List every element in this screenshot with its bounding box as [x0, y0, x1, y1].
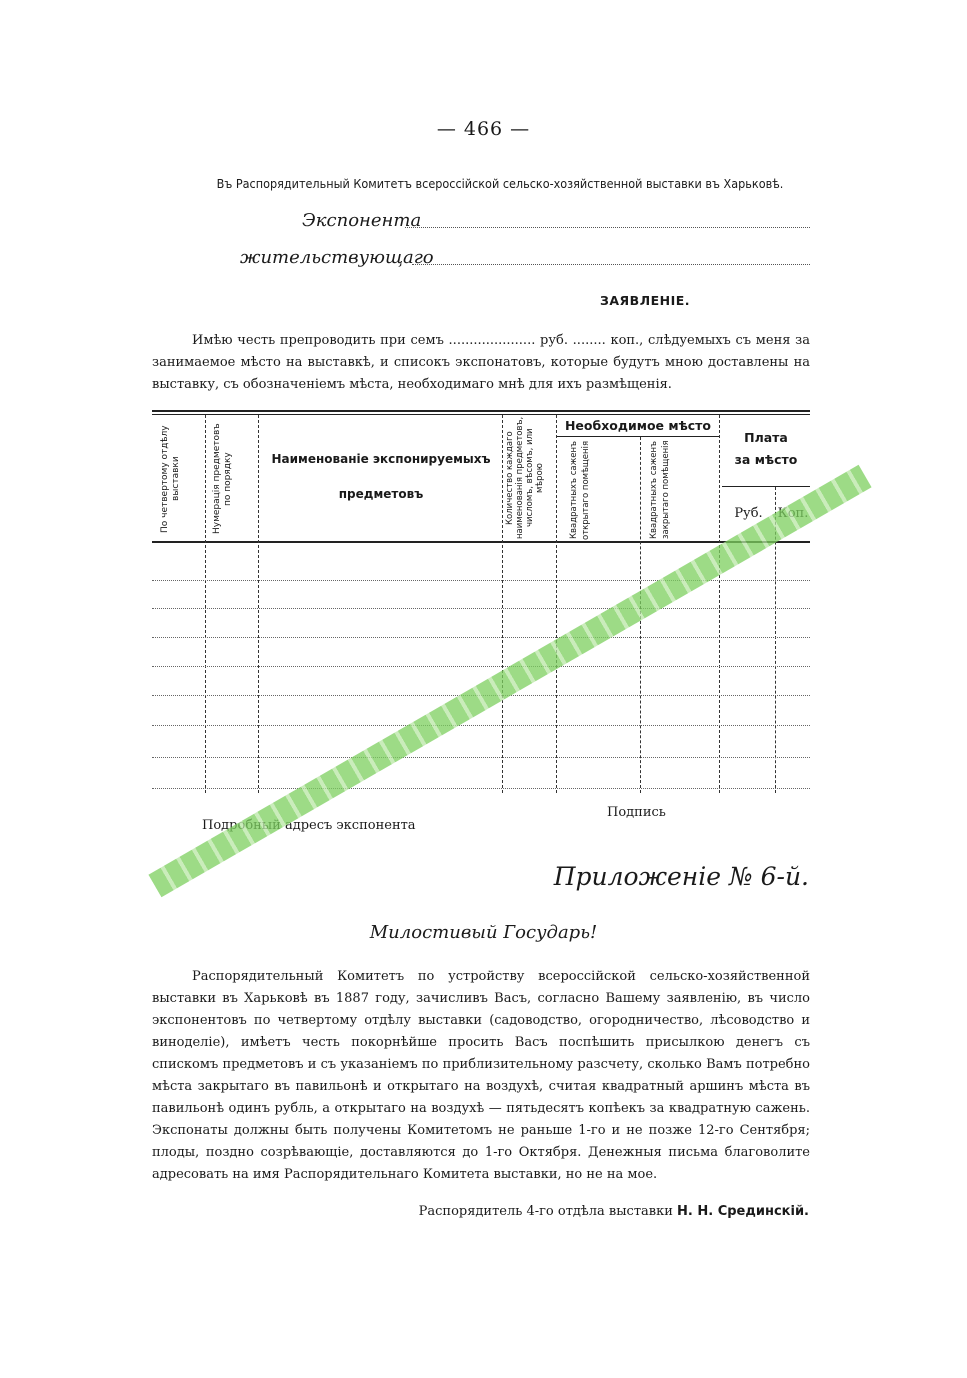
col-sep	[719, 415, 720, 793]
statement-title: ЗАЯВЛЕНІЕ.	[600, 293, 691, 308]
addressee-line: Въ Распорядительный Комитетъ всероссійской сельско-хозяйственной выставки въ Харьковѣ.	[216, 176, 784, 191]
header-name-line1: Наименованіе экспонируемыхъ	[271, 452, 491, 466]
fee-group-rule	[722, 486, 810, 487]
col-sep	[502, 415, 503, 793]
salutation: Милостивый Государь!	[369, 922, 598, 943]
header-fee-line1: Плата	[744, 430, 788, 445]
signoff-name: Н. Н. Срединскій.	[677, 1204, 809, 1219]
header-space-group: Необходимое мѣсто	[564, 418, 712, 433]
residence-field[interactable]	[412, 264, 810, 265]
signature-label: Подпись	[607, 805, 666, 820]
table-row[interactable]	[152, 788, 810, 789]
col-sep	[258, 415, 259, 793]
table-row[interactable]	[152, 757, 810, 758]
table-row[interactable]	[152, 666, 810, 667]
table-row[interactable]	[152, 580, 810, 581]
header-closed-space: Квадратныхъ саженъ закрытаго помѣщенія	[649, 440, 671, 540]
col-sep	[556, 415, 557, 793]
header-rub: Руб.	[734, 506, 763, 521]
exhibitor-label: Экспонента	[302, 210, 422, 231]
signoff-prefix: Распорядитель 4-го отдѣла выставки	[418, 1204, 673, 1219]
header-name-line2: предметовъ	[338, 487, 424, 501]
statement-paragraph	[152, 330, 810, 396]
header-department: По четвертому отдѣлу выставки	[160, 425, 181, 533]
table-row[interactable]	[152, 637, 810, 638]
table-top-rule	[152, 410, 810, 412]
exhibitor-field[interactable]	[405, 227, 810, 228]
header-fee-line2: за мѣсто	[734, 452, 798, 467]
space-group-rule	[557, 436, 719, 437]
table-row[interactable]	[152, 608, 810, 609]
letter-paragraph	[152, 966, 810, 1186]
appendix-title: Приложеніе № 6-й.	[553, 862, 809, 891]
table-header-rule	[152, 541, 810, 543]
statement-text: Имѣю честь препроводить при семъ ..................... руб. ........ коп., слѣдуемыхъ съ меня за занимаемое мѣсто на выставкѣ, и списокъ экспонатовъ, которые будутъ мною доставлены на выставку, съ обозначеніемъ мѣста, необходимаго мнѣ для ихъ размѣщенія.	[152, 333, 810, 392]
letter-text: Распорядительный Комитетъ по устройству всероссійской сельско-хозяйственной выставки въ Харьковѣ въ 1887 году, зачисливъ Васъ, согласно Вашему заявленію, въ число экспонентовъ по четвертому отдѣлу выставки (садоводство, огородничество, лѣсоводство и виноделіе), имѣетъ честь покорнѣйше просить Васъ поспѣшить присылкою денегъ съ спискомъ предметовъ и съ указаніемъ по приблизительному разсчету, сколько Вамъ потребно мѣста закрытаго въ павильонѣ и открытаго на воздухѣ, считая квадратный аршинъ мѣста въ павильонѣ одинъ рубль, а открытаго на воздухѣ — пятьдесятъ копѣекъ за квадратную сажень. Экспонаты должны быть получены Комитетомъ не раньше 1-го и не позже 12-го Сентября; плоды, поздно созрѣвающіе, доставляются до 1-го Октября. Денежныя письма благоволите адресовать на имя Распорядительнаго Комитета выставки, но не на мое.	[152, 969, 810, 1182]
table-top-rule-2	[152, 414, 810, 415]
page-number: — 466 —	[436, 118, 531, 140]
header-quantity: Количество каждаго наименованія предметовъ, числомъ, вѣсомъ, или мѣрою	[505, 416, 545, 540]
address-label: Подробный адресъ экспонента	[202, 818, 416, 833]
header-numbering: Нумерація предметовъ по порядку	[212, 423, 233, 535]
residence-label: жительствующаго	[240, 247, 434, 268]
header-open-space: Квадратныхъ саженъ открытаго помѣщенія	[569, 440, 591, 540]
signoff	[419, 1204, 809, 1219]
table-row[interactable]	[152, 725, 810, 726]
col-sep	[205, 415, 206, 793]
